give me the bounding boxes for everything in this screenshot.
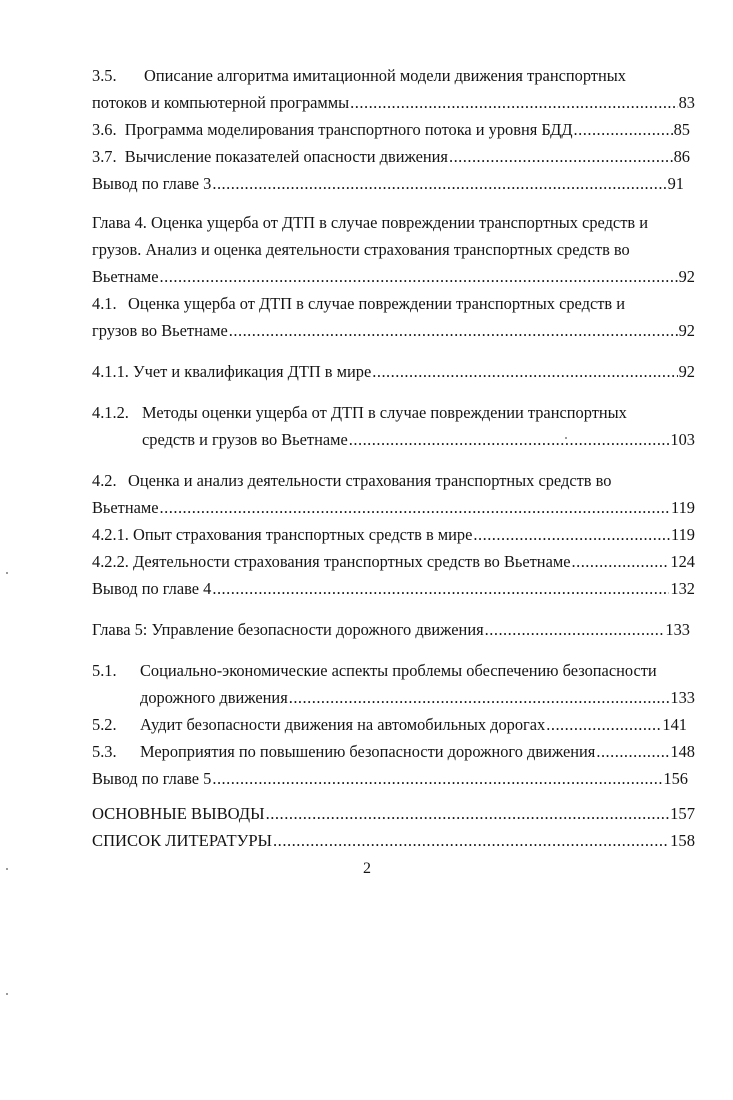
toc-leader-dots <box>350 89 677 116</box>
toc-leader-dots <box>160 263 678 290</box>
toc-page-number: 133 <box>665 620 690 639</box>
toc-entry-4-1[interactable] <box>92 290 695 344</box>
toc-leader-dots <box>212 765 662 792</box>
toc-page-number: 92 <box>678 267 695 286</box>
toc-entry-3-6[interactable] <box>92 116 695 143</box>
toc-page-number: 132 <box>670 579 695 598</box>
toc-page-number: 91 <box>667 174 684 193</box>
toc-entry-5-1[interactable] <box>92 657 695 711</box>
toc-leader-dots <box>449 143 673 170</box>
toc-entry-text-line2: потоков и компьютерной программы <box>92 93 350 112</box>
toc-entry-main-conclusions[interactable] <box>92 800 695 827</box>
toc-page-number: 133 <box>670 688 695 707</box>
toc-entry-number: 4.2.2. <box>92 552 129 571</box>
toc-entry-text: СПИСОК ЛИТЕРАТУРЫ <box>92 831 273 850</box>
toc-entry-text-line2: средств и грузов во Вьетнаме <box>142 430 348 449</box>
toc-entry-number: 4.1. <box>92 294 117 313</box>
toc-entry-text-line1: Социально-экономические аспекты проблемы обеспечению безопасности <box>140 661 657 680</box>
toc-page-number: 141 <box>662 715 687 734</box>
toc-leader-dots <box>160 494 670 521</box>
toc-entry-text-line1: Методы оценки ущерба от ДТП в случае повреждении транспортных <box>142 403 627 422</box>
toc-leader-dots <box>596 738 669 765</box>
scan-speck <box>6 572 8 574</box>
toc-page-number: 124 <box>670 552 695 571</box>
toc-entry-5-3[interactable] <box>92 738 695 765</box>
toc-entry-number: 3.5. <box>92 66 117 85</box>
toc-entry-text-line1: Глава 4. Оценка ущерба от ДТП в случае повреждении транспортных средств и <box>92 213 648 232</box>
toc-entry-4-1-1[interactable] <box>92 358 695 385</box>
toc-entry-conclusion-3[interactable] <box>92 170 695 197</box>
toc-entry-4-1-2[interactable] <box>92 399 695 453</box>
toc-leader-dots <box>546 711 661 738</box>
toc-leader-dots <box>349 426 670 453</box>
toc-entry-text: Мероприятия по повышению безопасности дорожного движения <box>140 742 596 761</box>
toc-entry-text: Опыт страхования транспортных средств в мире <box>133 525 473 544</box>
toc-page-number: 92 <box>678 362 695 381</box>
toc-entry-text-line1: Оценка и анализ деятельности страхования транспортных средств во <box>128 471 612 490</box>
table-of-contents <box>92 62 695 854</box>
toc-entry-4-2[interactable] <box>92 467 695 521</box>
toc-entry-chapter-4[interactable] <box>92 209 695 290</box>
toc-page-number: 156 <box>663 769 688 788</box>
toc-entry-5-2[interactable] <box>92 711 695 738</box>
toc-entry-text: Деятельности страхования транспортных средств во Вьетнаме <box>133 552 571 571</box>
toc-page-number: 103 <box>670 430 695 449</box>
toc-entry-number: 3.7. <box>92 147 117 166</box>
toc-entry-number: 4.2. <box>92 471 117 490</box>
toc-leader-dots <box>574 116 673 143</box>
toc-entry-text-line2: грузов. Анализ и оценка деятельности страхования транспортных средств во <box>92 240 630 259</box>
toc-entry-text: Вычисление показателей опасности движения <box>124 147 448 166</box>
toc-entry-text: ОСНОВНЫЕ ВЫВОДЫ <box>92 804 265 823</box>
toc-entry-number: 5.1. <box>92 661 117 680</box>
toc-leader-dots <box>572 548 670 575</box>
toc-entry-number: 5.3. <box>92 742 117 761</box>
toc-entry-references[interactable] <box>92 827 695 854</box>
toc-entry-number: 3.6. <box>92 120 117 139</box>
toc-entry-conclusion-4[interactable] <box>92 575 695 602</box>
toc-entry-chapter-5[interactable] <box>92 616 695 643</box>
toc-page-number: 148 <box>670 742 695 761</box>
toc-page-number: 157 <box>670 804 695 823</box>
toc-leader-dots <box>289 684 670 711</box>
toc-leader-dots <box>372 358 677 385</box>
toc-entry-text-line2: дорожного движения <box>140 688 288 707</box>
toc-entry-text: Вывод по главе 4 <box>92 579 212 598</box>
toc-entry-number: 5.2. <box>92 715 117 734</box>
toc-entry-4-2-2[interactable] <box>92 548 695 575</box>
toc-entry-text-line2: Вьетнаме <box>92 498 159 517</box>
toc-leader-dots <box>473 521 670 548</box>
toc-entry-text-line2: грузов во Вьетнаме <box>92 321 228 340</box>
toc-page-number: 86 <box>673 147 690 166</box>
toc-entry-conclusion-5[interactable] <box>92 765 695 792</box>
toc-entry-text: Учет и квалификация ДТП в мире <box>133 362 372 381</box>
toc-page-number: 119 <box>671 525 695 544</box>
toc-entry-number: 4.2.1. <box>92 525 129 544</box>
toc-page-number: 92 <box>678 321 695 340</box>
toc-entry-text-line1: Описание алгоритма имитационной модели движения транспортных <box>144 66 626 85</box>
toc-page-number: 85 <box>673 120 690 139</box>
toc-leader-dots <box>229 317 678 344</box>
toc-leader-dots <box>212 575 669 602</box>
toc-entry-3-5[interactable] <box>92 62 695 116</box>
toc-leader-dots <box>266 800 670 827</box>
toc-entry-text-line1: Оценка ущерба от ДТП в случае повреждении транспортных средств и <box>128 294 625 313</box>
toc-entry-number: 4.1.1. <box>92 362 129 381</box>
toc-entry-number: 4.1.2. <box>92 403 129 422</box>
toc-entry-text: Глава 5: Управление безопасности дорожного движения <box>92 620 484 639</box>
toc-entry-3-7[interactable] <box>92 143 695 170</box>
scan-speck <box>6 993 8 995</box>
toc-entry-text: Вывод по главе 3 <box>92 174 212 193</box>
toc-leader-dots <box>485 616 665 643</box>
toc-page-number: 119 <box>671 498 695 517</box>
scan-speck <box>6 868 8 870</box>
toc-entry-4-2-1[interactable] <box>92 521 695 548</box>
toc-leader-dots <box>273 827 669 854</box>
toc-page-number: 83 <box>678 93 695 112</box>
toc-page-number: 158 <box>670 831 695 850</box>
toc-entry-text: Программа моделирования транспортного потока и уровня БДД <box>124 120 573 139</box>
scan-speck <box>565 437 567 439</box>
toc-leader-dots <box>212 170 666 197</box>
page-number: 2 <box>363 860 371 877</box>
toc-entry-text: Аудит безопасности движения на автомобильных дорогах <box>140 715 546 734</box>
toc-entry-text-line3: Вьетнаме <box>92 267 159 286</box>
toc-entry-text: Вывод по главе 5 <box>92 769 212 788</box>
